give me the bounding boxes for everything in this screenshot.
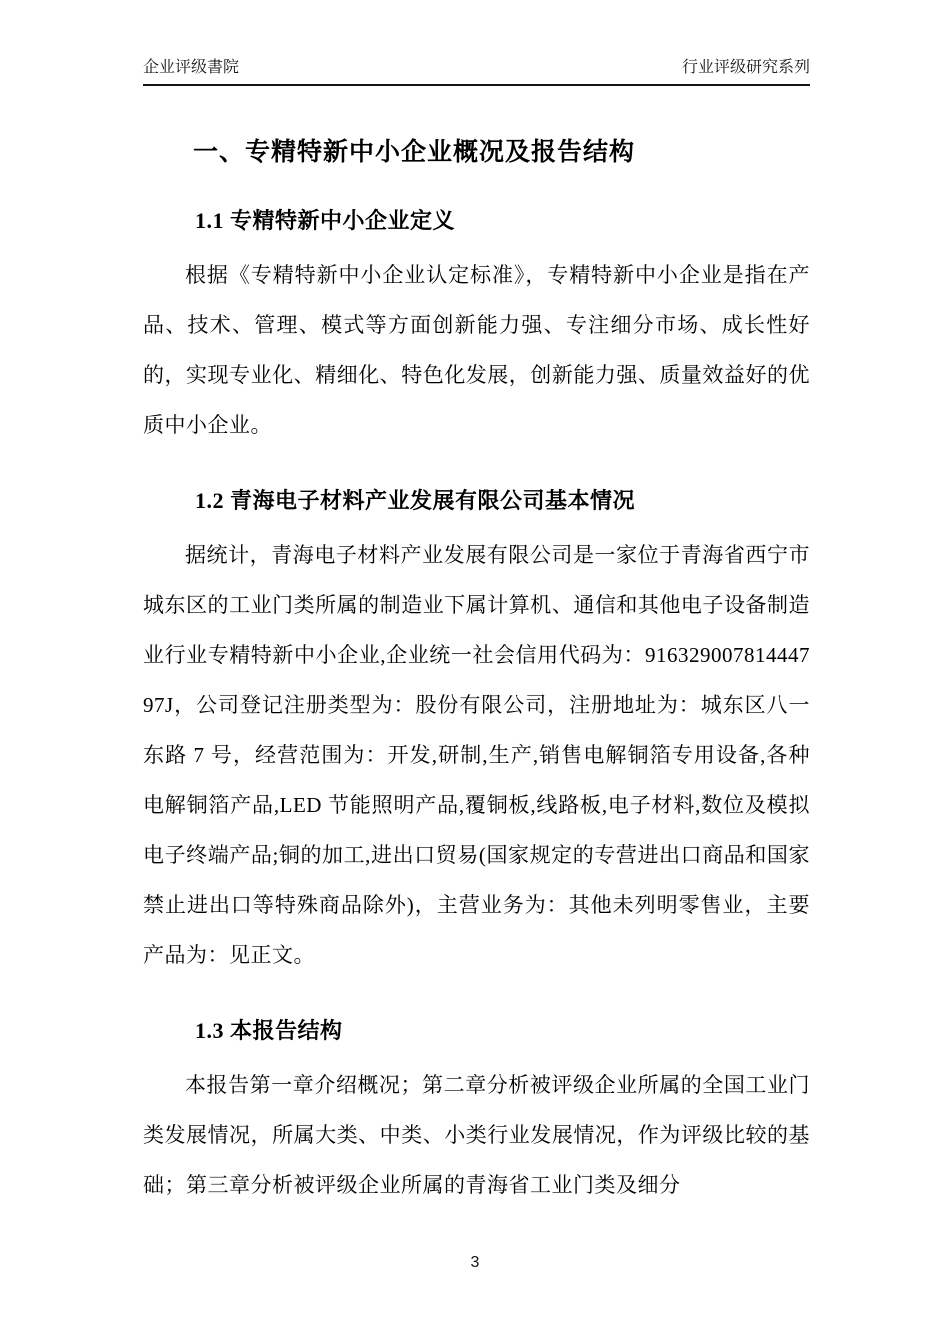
paragraph-report-structure: 本报告第一章介绍概况；第二章分析被评级企业所属的全国工业门类发展情况，所属大类、中类、小类行业发展情况，作为评级比较的基础；第三章分析被评级企业所属的青海省工业门类及细分	[143, 1073, 810, 1197]
page-number: 3	[470, 1254, 480, 1271]
section-heading-1-3: 1.3 本报告结构	[195, 1018, 343, 1043]
chapter-title: 一、专精特新中小企业概况及报告结构	[193, 139, 636, 166]
header-left-text: 企业评级書院	[143, 59, 240, 76]
section-heading-1-2: 1.2 青海电子材料产业发展有限公司基本情况	[195, 488, 636, 513]
header-right-text: 行业评级研究系列	[681, 59, 810, 76]
paragraph-company-profile: 据统计，青海电子材料产业发展有限公司是一家位于青海省西宁市城东区的工业门类所属的制造业下属计算机、通信和其他电子设备制造业行业专精特新中小企业,企业统一社会信用代码为：91632900781444797J，公司登记注册类型为：股份有限公司，注册地址为：城东区八一东路 7 号，经营范围为：开发,研制,生产,销售电解铜箔专用设备,各种电解铜箔产品,LED 节能照明产品,覆铜板,线路板,电子材料,数位及模拟电子终端产品;铜的加工,进出口贸易(国家规定的专营进出口商品和国家禁止进出口等特殊商品除外)，主营业务为：其他未列明零售业，主要产品为：见正文。	[143, 543, 810, 967]
page-footer	[0, 1254, 950, 1272]
section-heading-1-1: 1.1 专精特新中小企业定义	[195, 208, 456, 233]
paragraph-definition: 根据《专精特新中小企业认定标准》，专精特新中小企业是指在产品、技术、管理、模式等方面创新能力强、专注细分市场、成长性好的，实现专业化、精细化、特色化发展，创新能力强、质量效益好的优质中小企业。	[143, 263, 810, 437]
page-header	[143, 0, 810, 86]
document-body	[143, 136, 810, 1210]
